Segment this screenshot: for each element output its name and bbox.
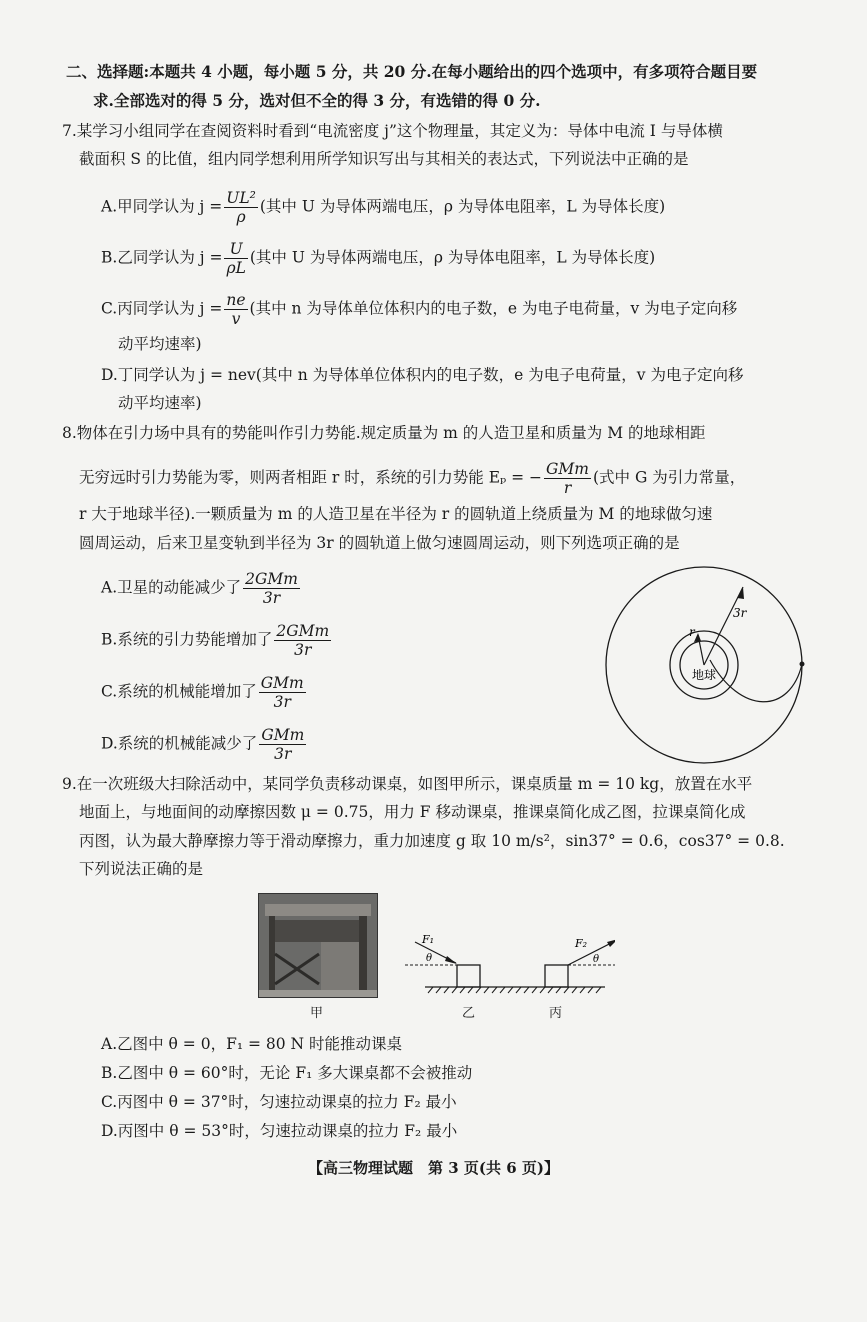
q7-a-fraction	[224, 189, 258, 226]
q7-option-a	[101, 189, 665, 226]
q7-a-prefix: A.甲同学认为 j =	[101, 197, 223, 216]
q8-stem-suffix: (式中 G 为引力常量，	[593, 468, 746, 487]
q8-stem-line2	[79, 460, 745, 497]
q9-option-c: C.丙图中 θ = 37°时，匀速拉动课桌的拉力 F₂ 最小	[101, 1093, 457, 1111]
q7-b-prefix: B.乙同学认为 j =	[101, 248, 223, 267]
label-earth: 地球	[692, 668, 717, 682]
q7-b-den: ρL	[226, 259, 246, 277]
q7-stem-line2: 截面积 S 的比值，组内同学想利用所学知识写出与其相关的表达式，下列说法中正确的是	[79, 150, 689, 168]
label-3r: 3r	[733, 606, 747, 620]
q8-ep-num: GMm	[546, 460, 589, 478]
q8-b-num: 2GMm	[276, 622, 330, 640]
q7-option-b	[101, 240, 655, 277]
q7-option-d: D.丁同学认为 j = nev(其中 n 为导体单位体积内的电子数，e 为电子电荷量，v 为电子定向移	[101, 366, 744, 384]
box-yi	[457, 965, 480, 987]
label-r: r	[689, 625, 695, 639]
q7-c-den: v	[231, 310, 241, 328]
orbit-figure	[600, 565, 815, 765]
label-theta-bing: θ	[593, 954, 600, 965]
q9-stem-line1: 9.在一次班级大扫除活动中，某同学负责移动课桌，如图甲所示，课桌质量 m = 10 kg，放置在水平	[62, 775, 753, 793]
force-diagrams	[400, 925, 615, 1000]
q8-stem-line1: 8.物体在引力场中具有的势能叫作引力势能.规定质量为 m 的人造卫星和质量为 M 的地球相距	[62, 424, 706, 442]
q8-ep-den: r	[563, 479, 572, 497]
q8-option-b	[101, 622, 333, 659]
q7-option-c	[101, 291, 737, 328]
force-f1-arrowhead	[445, 956, 457, 964]
section-heading-line1: 二、选择题:本题共 4 小题，每小题 5 分，共 20 分.在每小题给出的四个选项中，有多项符合题目要	[66, 62, 758, 81]
q8-option-a	[101, 570, 302, 607]
q8-a-fraction	[243, 570, 300, 607]
q7-c-prefix: C.丙同学认为 j =	[101, 299, 223, 318]
desk-illustration	[259, 894, 377, 997]
q9-stem-line2: 地面上，与地面间的动摩擦因数 μ = 0.75，用力 F 移动课桌，推课桌简化成乙图，拉课桌简化成	[79, 803, 746, 821]
q8-d-fraction	[259, 726, 306, 763]
q7-b-fraction	[224, 240, 247, 277]
fig-label-bing: 丙	[549, 1006, 563, 1021]
label-theta-yi: θ	[426, 953, 433, 964]
q8-c-num: GMm	[260, 674, 304, 692]
q7-a-suffix: (其中 U 为导体两端电压，ρ 为导体电阻率，L 为导体长度)	[259, 197, 666, 216]
transfer-orbit-path	[710, 660, 802, 702]
section-heading-line2: 求.全部选对的得 5 分，选对但不全的得 3 分，有选错的得 0 分.	[93, 91, 541, 110]
q8-a-num: 2GMm	[245, 570, 298, 588]
q7-stem-line1: 7.某学习小组同学在查阅资料时看到“电流密度 j”这个物理量，其定义为：导体中电流 I 与导体横	[62, 122, 723, 140]
q8-option-d	[101, 726, 308, 763]
q8-b-fraction	[274, 622, 331, 659]
q7-b-num: U	[224, 240, 247, 259]
fig-label-jia: 甲	[310, 1006, 324, 1021]
force-f2-arrowhead	[607, 939, 615, 947]
q8-a-prefix: A.卫星的动能减少了	[101, 578, 242, 597]
satellite-dot	[800, 662, 805, 667]
ground-hatching	[428, 987, 601, 993]
q7-a-den: ρ	[236, 208, 246, 226]
q8-d-num: GMm	[261, 726, 305, 744]
q7-b-suffix: (其中 U 为导体两端电压，ρ 为导体电阻率，L 为导体长度)	[249, 248, 656, 267]
q9-stem-line3: 丙图，认为最大静摩擦力等于滑动摩擦力，重力加速度 g 取 10 m/s²，sin37° = 0.6，cos37° = 0.8.	[79, 832, 785, 850]
radius-3r-arrowhead	[737, 587, 744, 599]
fig-label-yi: 乙	[462, 1006, 476, 1021]
q9-option-a: A.乙图中 θ = 0，F₁ = 80 N 时能推动课桌	[101, 1035, 403, 1053]
q8-stem-line3: r 大于地球半径).一颗质量为 m 的人造卫星在半径为 r 的圆轨道上绕质量为 M 的地球做匀速	[79, 505, 713, 523]
q8-option-c	[101, 674, 308, 711]
q7-c-suffix: (其中 n 为导体单位体积内的电子数，e 为电子电荷量，v 为电子定向移	[249, 299, 738, 318]
q9-option-b: B.乙图中 θ = 60°时，无论 F₁ 多大课桌都不会被推动	[101, 1064, 473, 1082]
q7-a-num: UL²	[226, 189, 256, 207]
q9-option-d: D.丙图中 θ = 53°时，匀速拉动课桌的拉力 F₂ 最小	[101, 1122, 458, 1140]
q7-d-line2: 动平均速率)	[118, 394, 202, 412]
q9-stem-line4: 下列说法正确的是	[79, 860, 204, 878]
q8-c-den: 3r	[273, 693, 291, 711]
q7-c-num: ne	[226, 291, 246, 309]
q7-c-line2: 动平均速率)	[118, 335, 202, 353]
label-f1: F₁	[422, 933, 435, 946]
q8-b-den: 3r	[294, 641, 312, 659]
radius-r-arrowhead	[694, 633, 701, 642]
q8-stem-prefix: 无穷远时引力势能为零，则两者相距 r 时，系统的引力势能 Eₚ = −	[79, 468, 543, 487]
q8-c-fraction	[259, 674, 306, 711]
q7-c-fraction	[224, 291, 247, 328]
q8-c-prefix: C.系统的机械能增加了	[101, 682, 257, 701]
q8-a-den: 3r	[262, 589, 281, 607]
q8-d-prefix: D.系统的机械能减少了	[101, 734, 258, 753]
radius-3r-arrow	[704, 587, 743, 665]
q8-b-prefix: B.系统的引力势能增加了	[101, 630, 273, 649]
q8-d-den: 3r	[274, 745, 292, 763]
label-f2: F₂	[575, 937, 588, 950]
page-footer: 【高三物理试题 第 3 页(共 6 页)】	[308, 1159, 559, 1177]
desk-photo	[258, 893, 378, 998]
q8-ep-fraction	[544, 460, 591, 497]
q8-stem-line4: 圆周运动，后来卫星变轨到半径为 3r 的圆轨道上做匀速圆周运动，则下列选项正确的是	[79, 534, 680, 552]
box-bing	[545, 965, 568, 987]
